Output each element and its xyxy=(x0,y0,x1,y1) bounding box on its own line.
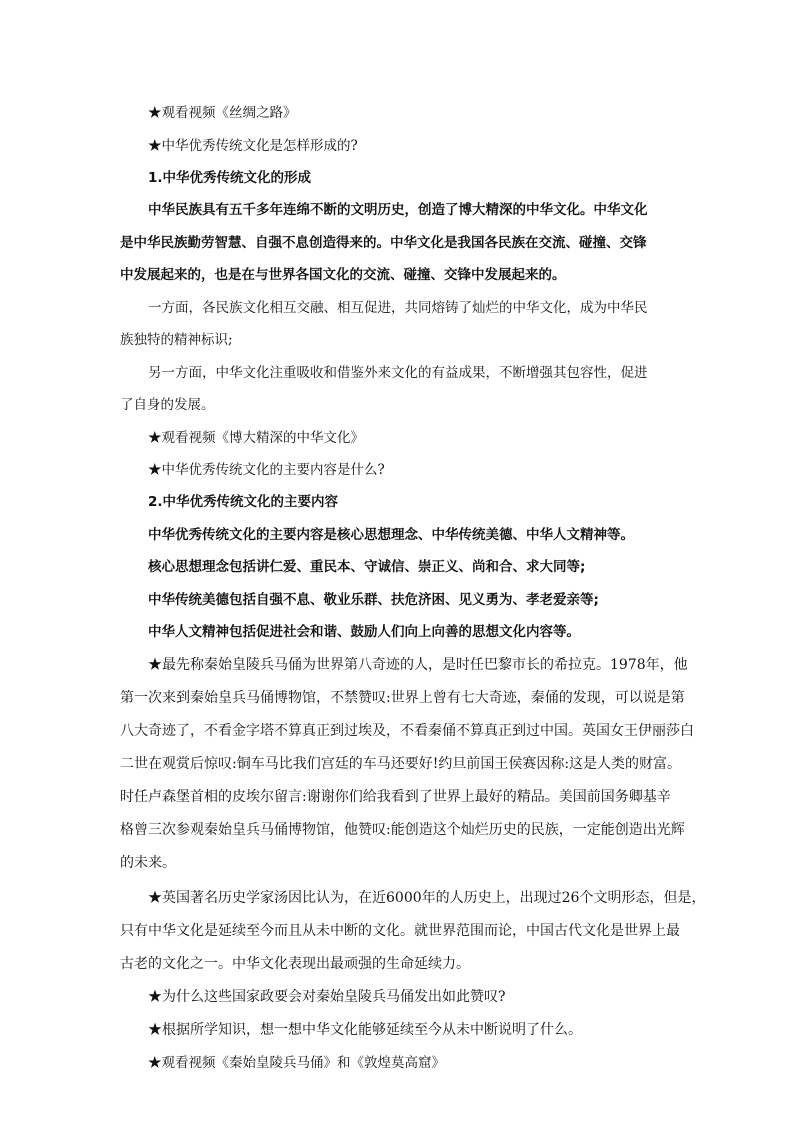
text-line: 格曾三次参观秦始皇兵马俑博物馆，他赞叹:能创造这个灿烂历史的民族，一定能创造出光辉 xyxy=(120,822,685,838)
text-line: ★根据所学知识，想一想中华文化能够延续至今从未中断说明了什么。 xyxy=(148,1022,582,1038)
text-line: 2.中华优秀传统文化的主要内容 xyxy=(148,494,339,510)
text-line: 中华民族具有五千多年连绵不断的文明历史，创造了博大精深的中华文化。中华文化 xyxy=(148,202,648,218)
text-line: 的未来。 xyxy=(120,855,176,871)
text-line: 中华传统美德包括自强不息、敬业乐群、扶危济困、见义勇为、孝老爱亲等; xyxy=(148,592,599,608)
text-line: 只有中华文化是延续至今而且从未中断的文化。就世界范围而论，中国古代文化是世界上最 xyxy=(120,923,680,939)
text-line: 古老的文化之一。中华文化表现出最顽强的生命延续力。 xyxy=(120,956,470,972)
text-line: 了自身的发展。 xyxy=(120,397,215,413)
text-line: 二世在观赏后惊叹:铜车马比我们宫廷的车马还要好!约旦前国王侯赛因称:这是人类的财富。 xyxy=(120,756,682,772)
text-line: 是中华民族勤劳智慧、自强不息创造得来的。中华文化是我国各民族在交流、碰撞、交锋 xyxy=(120,235,647,251)
text-line: 1.中华优秀传统文化的形成 xyxy=(148,170,312,186)
text-line: 族独特的精神标识; xyxy=(120,332,233,348)
text-line: ★观看视频《秦始皇陵兵马俑》和《敦煌莫高窟》 xyxy=(148,1055,445,1071)
text-line: 八大奇迹了，不看金字塔不算真正到过埃及，不看秦俑不算真正到过中国。英国女王伊丽莎白 xyxy=(120,723,694,739)
text-line: ★为什么这些国家政要会对秦始皇陵兵马俑发出如此赞叹? xyxy=(148,989,506,1005)
text-line: 另一方面，中华文化注重吸收和借鉴外来文化的有益成果，不断增强其包容性，促进 xyxy=(148,365,648,381)
text-line: 中华优秀传统文化的主要内容是核心思想理念、中华传统美德、中华人文精神等。 xyxy=(148,527,634,543)
text-line: ★中华优秀传统文化的主要内容是什么? xyxy=(148,462,385,478)
text-line: ★观看视频《博大精深的中华文化》 xyxy=(148,430,364,446)
text-line: 时任卢森堡首相的皮埃尔留言:谢谢你们给我看到了世界上最好的精品。美国前国务卿基辛 xyxy=(120,789,671,805)
text-line: 第一次来到秦始皇兵马俑博物馆，不禁赞叹:世界上曾有七大奇迹，秦俑的发现，可以说是第 xyxy=(120,690,685,706)
text-line: 中发展起来的，也是在与世界各国文化的交流、碰撞、交锋中发展起来的。 xyxy=(120,267,566,283)
text-line: ★最先称秦始皇陵兵马俑为世界第八奇迹的人，是时任巴黎市长的希拉克。1978年，他 xyxy=(148,657,688,673)
text-line: 核心思想理念包括讲仁爱、重民本、守诚信、崇正义、尚和合、求大同等; xyxy=(148,559,586,575)
text-line: ★英国著名历史学家汤因比认为，在近6000年的人历史上，出现过26个文明形态，但是， xyxy=(148,890,706,906)
text-line: 一方面，各民族文化相互交融、相互促进，共同熔铸了灿烂的中华文化，成为中华民 xyxy=(148,300,648,316)
text-line: ★观看视频《丝绸之路》 xyxy=(148,105,297,121)
text-line: 中华人文精神包括促进社会和谐、鼓励人们向上向善的思想文化内容等。 xyxy=(148,624,580,640)
text-line: ★中华优秀传统文化是怎样形成的? xyxy=(148,138,358,154)
